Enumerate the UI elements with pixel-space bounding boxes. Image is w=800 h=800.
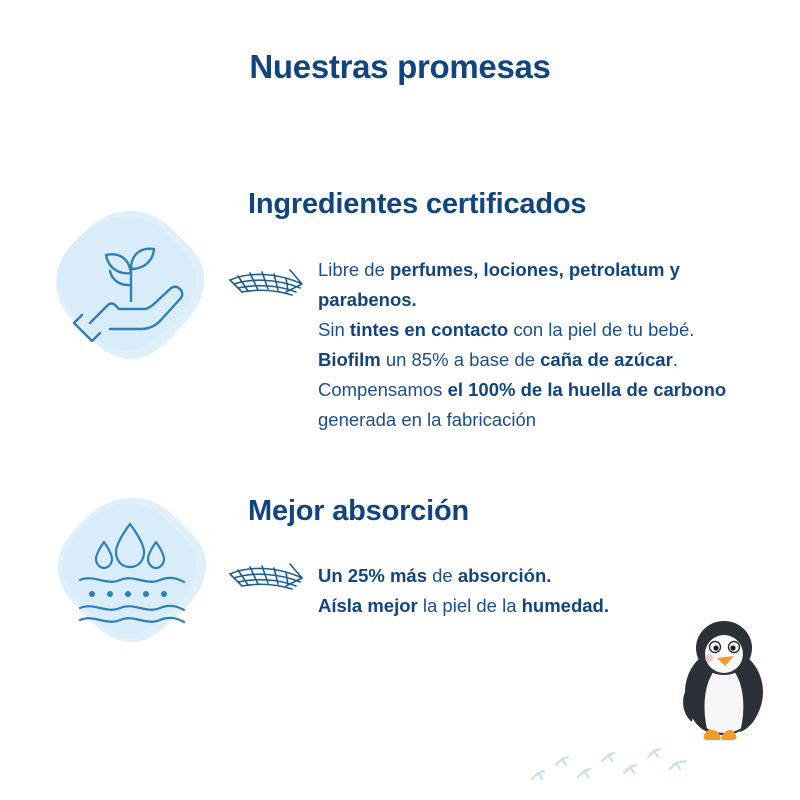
section-heading-ingredientes: Ingredientes certificados (248, 188, 587, 220)
page-title: Nuestras promesas (249, 48, 551, 85)
penguin-footprints (520, 735, 700, 790)
body-line: Compensamos el 100% de la huella de carbono generada en la fabricación (318, 379, 727, 430)
body-line: Aísla mejor la piel de la humedad. (318, 595, 609, 616)
penguin-mascot (668, 612, 780, 742)
section-body-ingredientes (318, 255, 778, 435)
body-line: Libre de perfumes, lociones, petrolatum y parabenos. (318, 259, 680, 310)
section-heading-absorcion: Mejor absorción (248, 495, 469, 527)
water-drops-absorption-icon (52, 490, 212, 650)
body-line: Sin tintes en contacto con la piel de tu bebé. (318, 319, 695, 340)
body-line: Un 25% más de absorción. (318, 565, 552, 586)
arrow-right-icon (228, 556, 318, 604)
body-line: Biofilm un 85% a base de caña de azúcar. (318, 349, 678, 370)
arrow-right-icon (228, 262, 318, 310)
hand-with-leaves-icon (52, 205, 212, 365)
